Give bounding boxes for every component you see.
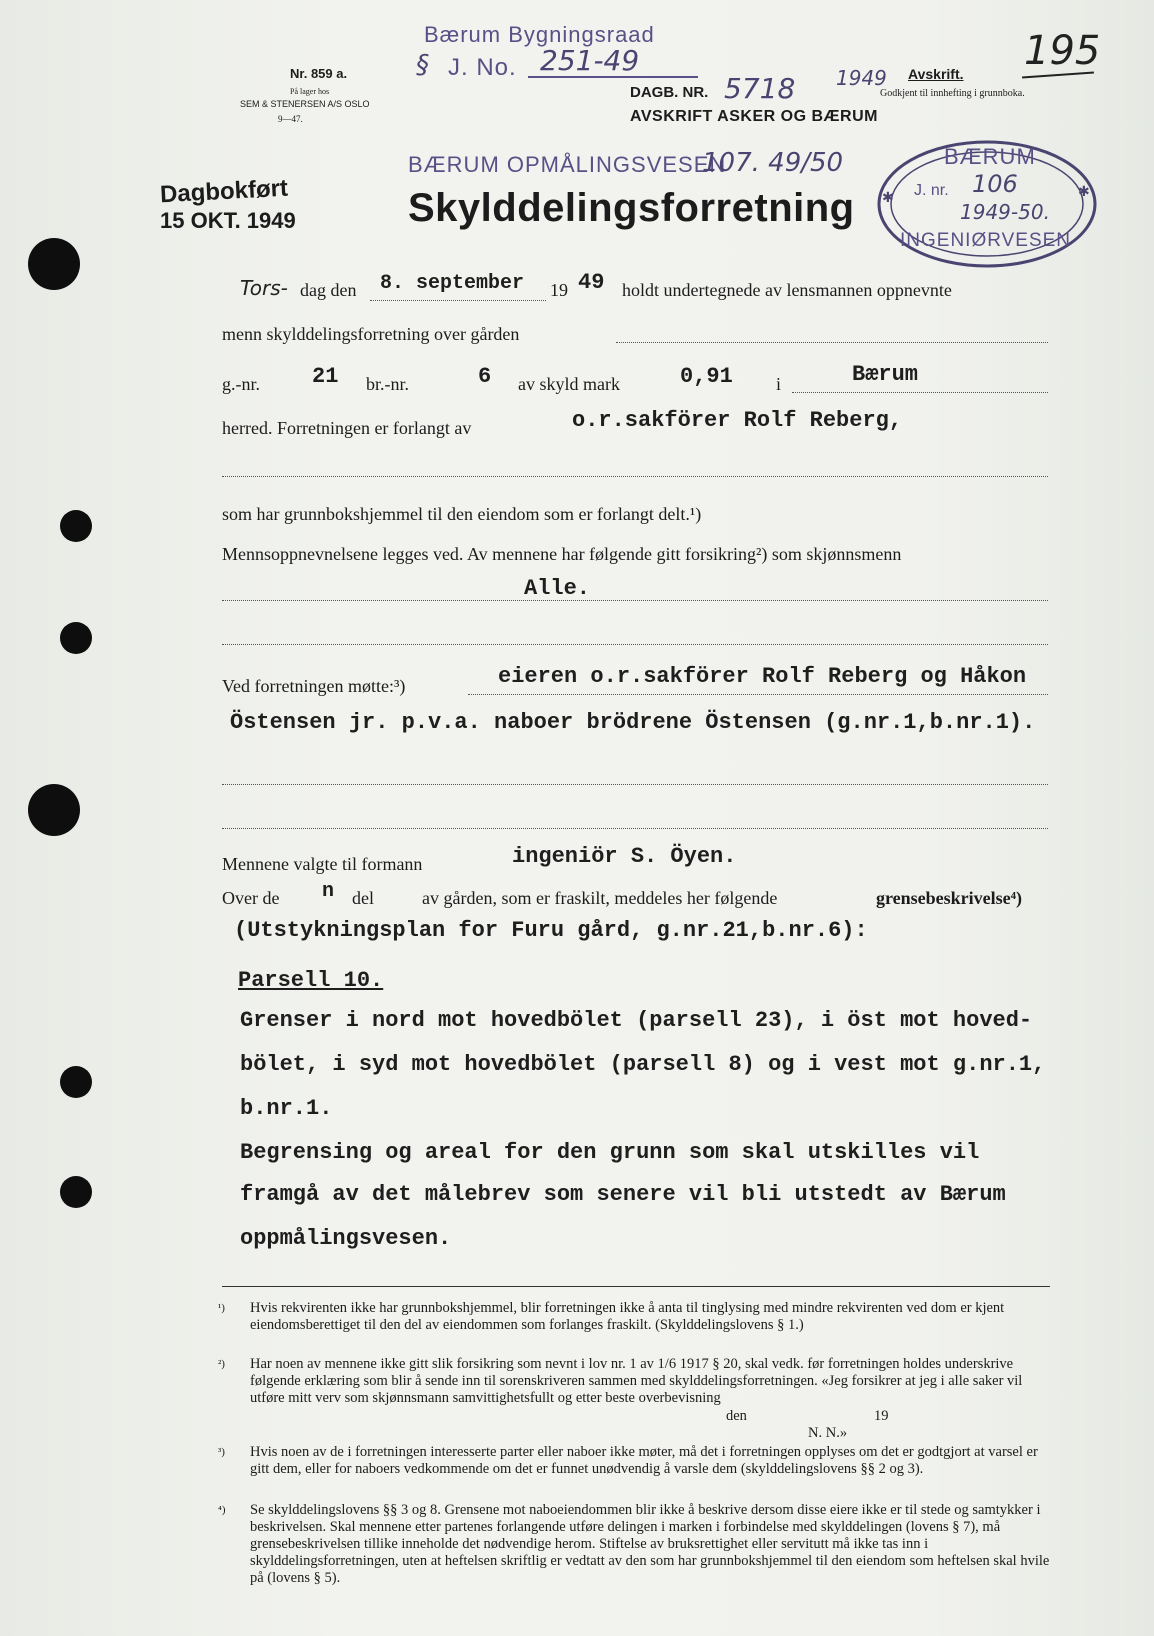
footnote-mark: ⁴) [218,1504,226,1516]
footnote-3 [218,1444,1052,1500]
date-value: 8. september [380,272,525,295]
held-text: holdt undertegnede av lensmannen oppnevnte [622,280,952,300]
alle-value: Alle. [524,576,591,601]
menn-text: menn skylddelingsforretning over gården [222,324,520,344]
blank-line [222,814,1048,829]
formann-text: Mennene valgte til formann [222,854,423,874]
plan-line: (Utstykningsplan for Furu gård, g.nr.21,b.nr.6): [234,918,868,943]
gard-text: av gården, som er fraskilt, meddeles her følgende [422,888,778,908]
attendees-field [468,680,1048,695]
round-stamp-bottom: INGENIØRVESEN [900,230,1072,251]
printer-line: 9—47. [278,114,303,124]
year-prefix: 19 [550,280,568,300]
footnote-nn: N. N.» [808,1425,848,1441]
attendees-line-2: Östensen jr. p.v.a. naboer brödrene Östensen (g.nr.1,b.nr.1). [230,710,1036,735]
punch-hole [60,510,92,542]
journal-number: 251-49 [540,44,640,77]
footnote-mark: ¹) [218,1302,225,1314]
document-title: Skylddelingsforretning [408,186,855,230]
avskrift-label: Avskrift. [908,66,964,82]
footnote-text: Se skylddelingslovens §§ 3 og 8. Grensene mot naboeiendommen blir ikke å beskrive dersom disse eiere ikke er til stede og samtykker i beskrivelsen. Skal mennene etter partenes forlangende utføre delingen i marken i forbindelse med skylddelingen (lovens § 7), må grensebeskrivelsen tillike inneholde det nødvendige herom. Stiftelse av bruksrettighet eller servitutt må ikke tas inn i skylddelingsforretningen, uten at heftelsen skriftlig er vedtatt av den som har grunnbokshjemmel til den eiendom som heftelsen skal hvile på (lovens § 5). [250,1502,1050,1586]
blank-line [222,462,1048,477]
footnote-mark: ³) [218,1446,225,1458]
bnr-label: br.-nr. [366,374,409,394]
page-number: 195 [1024,28,1101,74]
punch-hole [60,1176,92,1208]
footnote-19: 19 [874,1408,889,1424]
opmaling-stamp: BÆRUM OPMÅLINGSVESEN [408,152,727,177]
description-line: bölet, i syd mot hovedbölet (parsell 8) og i vest mot g.nr.1, [240,1052,1046,1077]
blank-line [222,586,1048,601]
blank-line [222,770,1048,785]
punch-hole [60,1066,92,1098]
description-line: framgå av det målebrev som senere vil bli utstedt av Bærum [240,1182,1006,1207]
journal-initial: § [416,50,429,80]
gard-field [616,326,1048,343]
dagb-number: 5718 [724,72,796,105]
i-label: i [776,374,782,394]
gnr-value: 21 [312,364,339,389]
bygningsraad-stamp: Bærum Bygningsraad [424,22,655,47]
footnote-1 [218,1300,1052,1354]
dagbokfort-date: 15 OKT. 1949 [160,208,296,233]
year-value: 49 [578,270,605,295]
ingeniorvesen-stamp [872,134,1102,274]
journal-label: J. No. [448,54,517,81]
footnote-2 [218,1356,1052,1446]
dagb-label: DAGB. NR. [630,84,709,101]
description-line: Grenser i nord mot hovedbölet (parsell 23), i öst mot hoved- [240,1008,1033,1033]
attendees-line-1: eieren o.r.sakförer Rolf Reberg og Håkon [498,664,1027,689]
dagb-year: 1949 [836,66,887,90]
mennsopp-text: Mennsoppnevnelsene legges ved. Av mennene har følgende gitt forsikring²) som skjønnsmenn [222,544,902,564]
formann-value: ingeniör S. Öyen. [512,844,737,869]
footnote-text: Hvis noen av de i forretningen interesserte parter eller naboer ikke møter, må det i forretningen opplyses om det er godtgjort at varsel er gitt dem, eller for naboers vedkommende om det er funnet unødvendig å varsle dem (skylddelingslovens §§ 2 og 3). [250,1444,1038,1477]
punch-hole [60,622,92,654]
herred-text: herred. Forretningen er forlangt av [222,418,472,438]
footnote-4 [218,1502,1052,1622]
herred-field [792,378,1048,393]
blank-line [222,630,1048,645]
punch-hole [28,238,80,290]
footnote-text: Hvis rekvirenten ikke har grunnbokshjemmel, blir forretningen ikke å anta til tinglysing med mindre rekvirenten ved dom er kjent eiendomsberettiget til den del av eiendommen som forlanges fraskilt. (Skylddelingslovens § 1.) [250,1300,1005,1333]
printer-line: På lager hos [290,87,330,96]
over-de-text: Over de [222,888,280,908]
requester-value: o.r.sakförer Rolf Reberg, [572,408,903,433]
avskrift-asker-stamp: AVSKRIFT ASKER OG BÆRUM [630,108,878,125]
description-line: oppmålingsvesen. [240,1226,452,1251]
dag-den-label: dag den [300,280,357,300]
punch-hole [28,784,80,836]
description-line: Begrensing og areal for den grunn som skal utskilles vil [240,1140,980,1165]
journal-underline [528,76,698,78]
grunnbok-text: som har grunnbokshjemmel til den eiendom som er forlangt delt.¹) [222,504,702,524]
round-stamp-number: 106 [972,170,1018,198]
ved-text: Ved forretningen møtte:³) [222,676,406,696]
bnr-value: 6 [478,364,492,389]
herred-value: Bærum [852,362,919,387]
grense-heading: grensebeskrivelse⁴) [876,888,1023,908]
over-value: n [322,880,335,903]
star-icon: ✱ [1078,185,1090,200]
footnote-text: Har noen av mennene ikke gitt slik forsikring som nevnt i lov nr. 1 av 1/6 1917 § 20, skal vedk. før forretningen holdes underskrive følgende erklæring som blir å sende inn til sorenskriveren sammen med skylddelingsforretningen. «Jeg forsikrer at jeg i alle saker vil utføre mitt verv som skjønnsmann samvittighetsfullt og etter beste overbevisning [250,1356,1023,1406]
printer-line: SEM & STENERSEN A/S OSLO [240,99,370,109]
skyld-value: 0,91 [680,364,733,389]
footnote-mark: ²) [218,1358,225,1370]
round-stamp-jnr: J. nr. [914,182,949,199]
star-icon: ✱ [882,191,894,206]
dagbokfort-label: Dagbokført [159,174,289,209]
form-number: Nr. 859 a. [290,66,348,81]
footnote-den: den [726,1408,747,1424]
skyld-label: av skyld mark [518,374,620,394]
gnr-label: g.-nr. [222,374,260,394]
footnote-divider [222,1286,1050,1287]
parsell-heading: Parsell 10. [238,968,384,993]
description-line: b.nr.1. [240,1096,333,1121]
opmaling-number: 107. 49/50 [702,148,844,178]
del-text: del [352,888,374,908]
round-stamp-top: BÆRUM [944,144,1036,169]
avskrift-note: Godkjent til innhefting i grunnboka. [880,88,1025,99]
day-value: Tors- [240,276,288,300]
round-stamp-year: 1949-50. [960,200,1050,224]
